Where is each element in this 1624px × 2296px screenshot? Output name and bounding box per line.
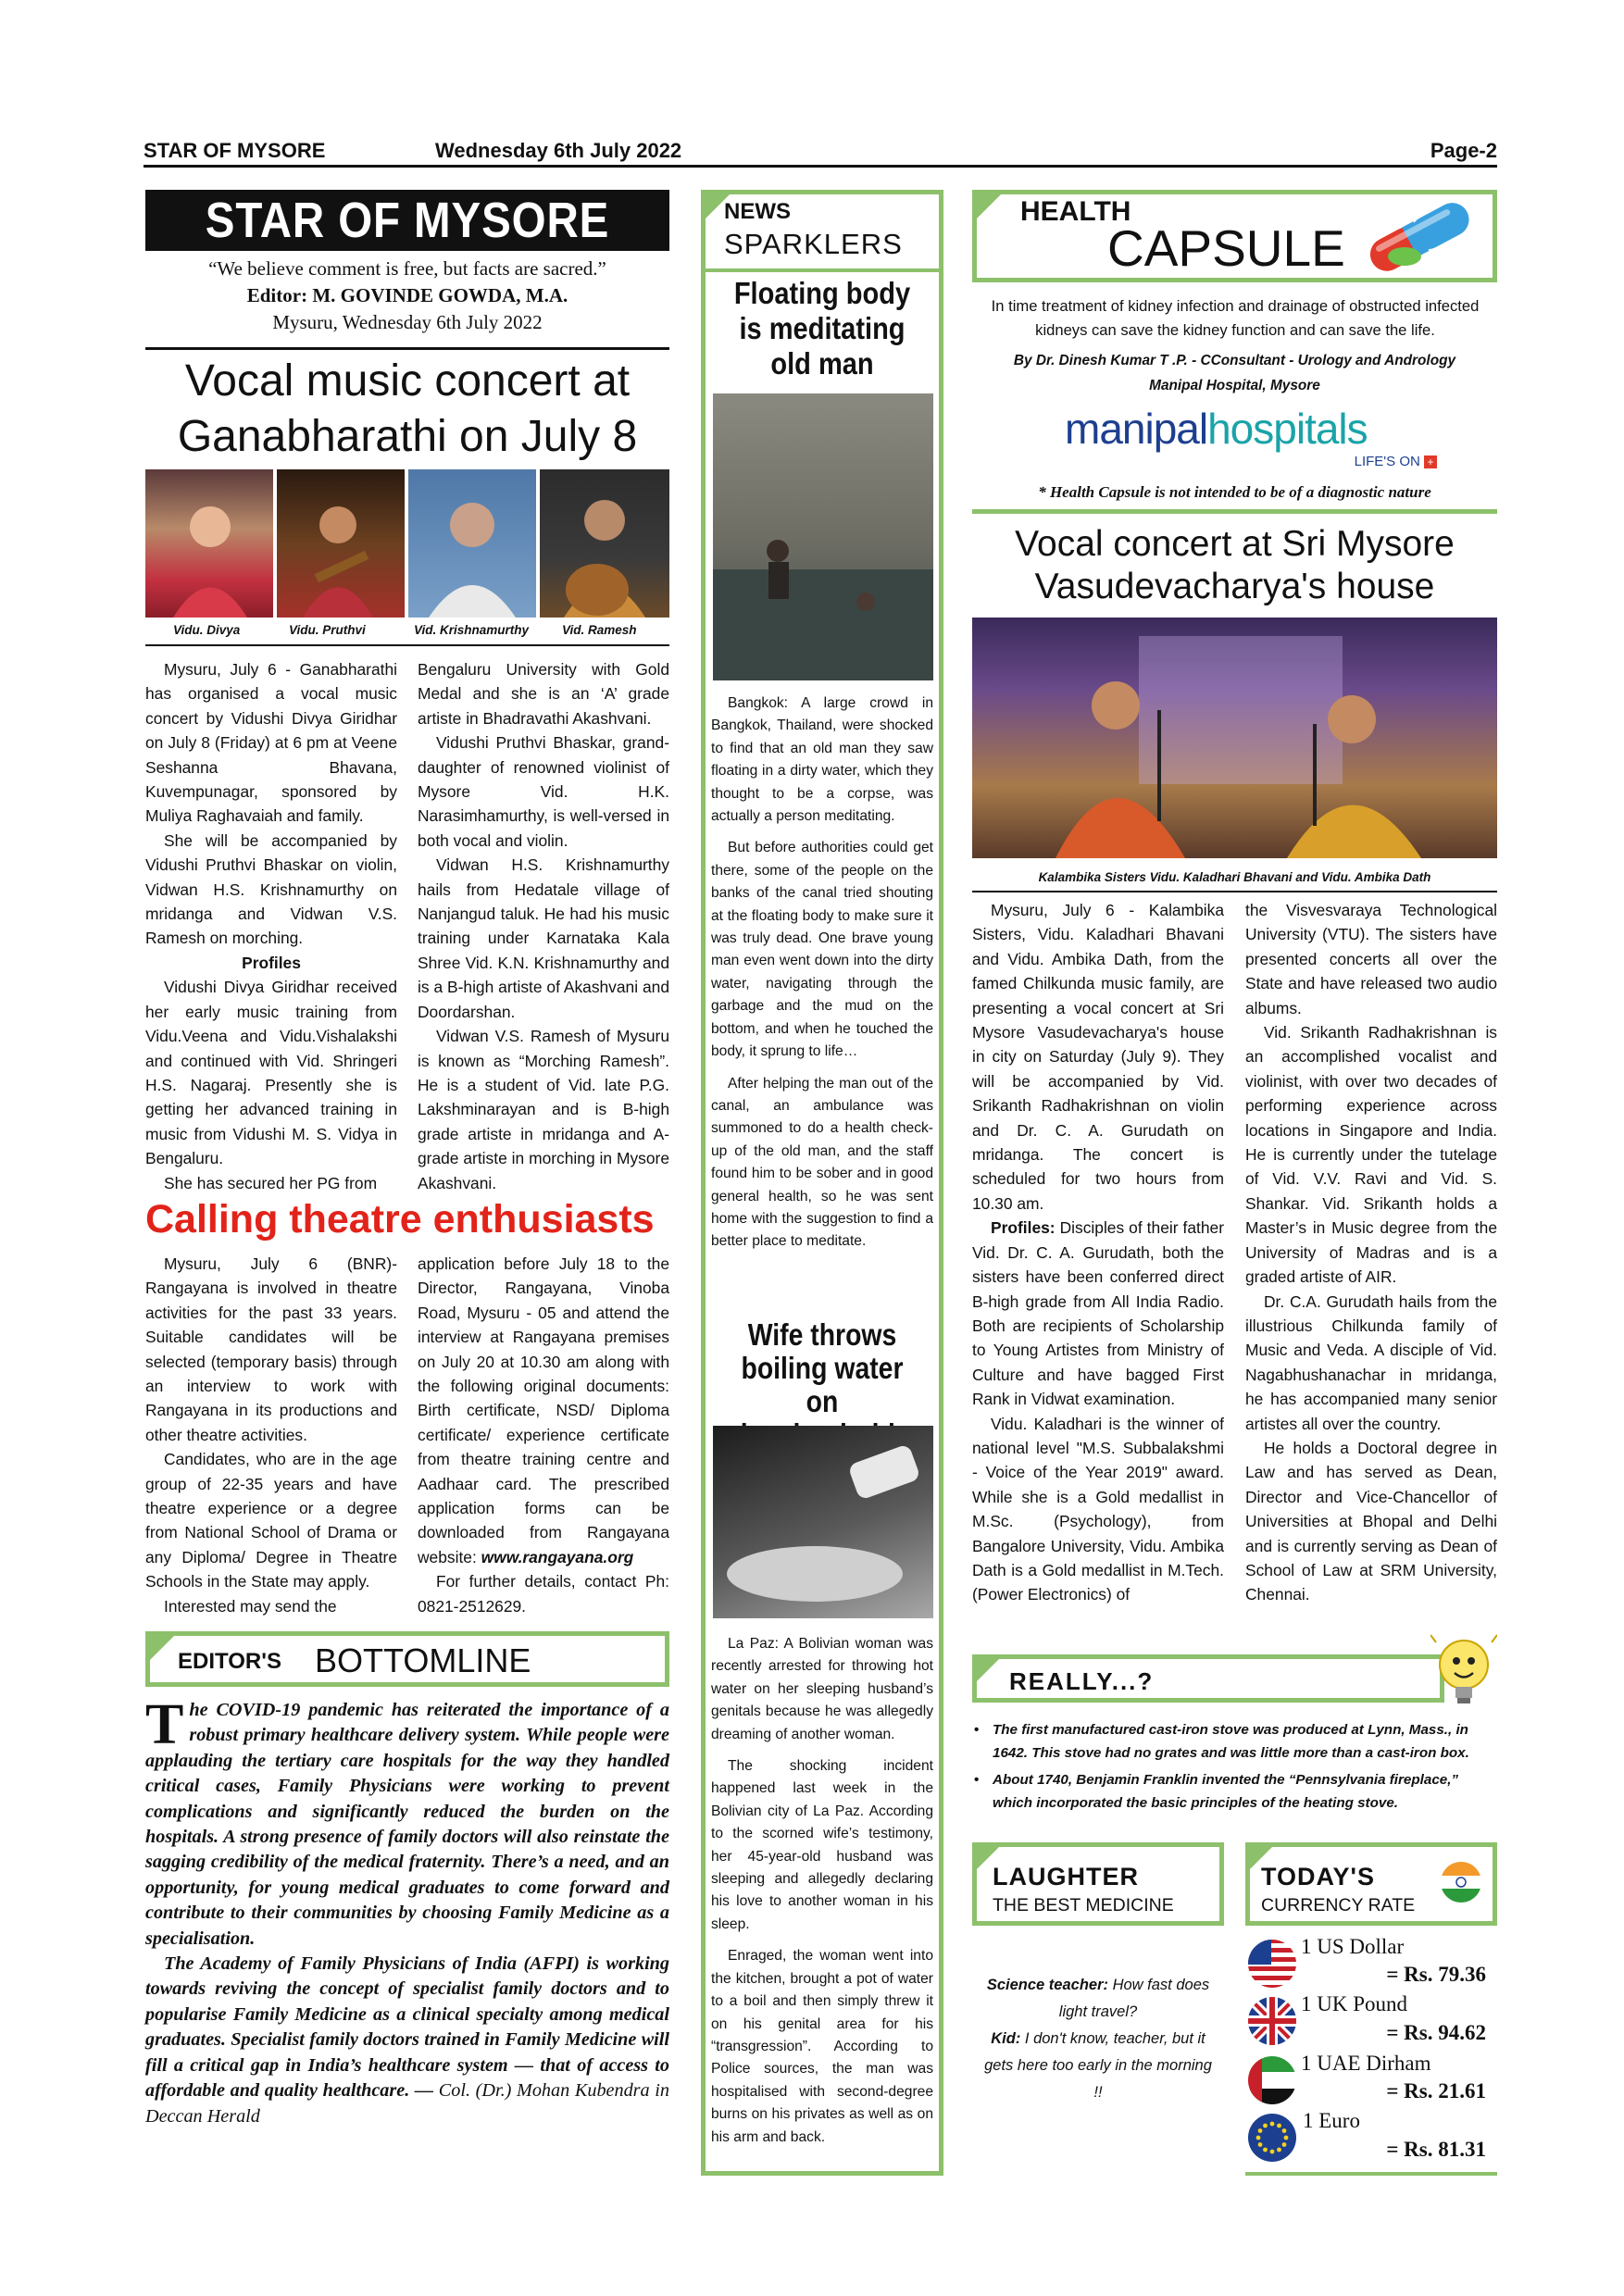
canal-man-icon xyxy=(713,393,933,680)
editors-bottomline-label xyxy=(145,1631,669,1687)
concert2-para: Vidu. Kaladhari is the winner of national level "M.S. Subbalakshmi - Voice of the Year 2019" award. While she is a Gold medallist in M.Sc. (Psychology), from Bangalore University, Vidu. Ambika Dath is a Gold medallist in M.Tech. (Power Electronics) of xyxy=(972,1414,1224,1604)
uae-flag-icon xyxy=(1247,2055,1297,2105)
concert1-column-2 xyxy=(418,657,669,1195)
currency-eur-rate: = Rs. 81.31 xyxy=(1386,2138,1486,2161)
story1-para: But before authorities could get there, some of the people on the banks of the canal tried shouting at the floating body to make sure it was truly dead. One brave young man even went down into the dirty water, navigating through the garbage and the mud on the bottom, and when he touched the body, it sprung to life… xyxy=(711,840,933,1060)
currency-bottom-rule xyxy=(1245,2172,1497,2176)
currency-aed-unit: 1 UAE Dirham xyxy=(1301,2052,1431,2075)
photo-pruthvi xyxy=(277,469,405,618)
usa-flag-icon xyxy=(1247,1939,1297,1989)
story2-title-line: boiling water on xyxy=(741,1351,904,1418)
laughter-joke xyxy=(981,1972,1215,2106)
health-bottom-rule xyxy=(972,509,1497,514)
header-rule xyxy=(144,165,1497,168)
photo-divya xyxy=(145,469,273,618)
story1-title-line: old man xyxy=(770,346,874,381)
header-page-number: Page-2 xyxy=(1430,139,1497,162)
really-list xyxy=(974,1718,1497,1815)
manipal-logo xyxy=(1065,404,1435,468)
editors-dropcap: T xyxy=(145,1693,184,1756)
story2-para: Enraged, the woman went into the kitchen, brought a pot of water to a boil and then simply threw it on his genital area for his “transgression”. According to Police sources, the man was hospitalised with second-degree burns on his privates as well as on his arm and back. xyxy=(711,1948,933,2145)
header-paper-name: STAR OF MYSORE xyxy=(144,139,326,162)
currency-usd-rate: = Rs. 79.36 xyxy=(1386,1963,1486,1986)
health-byline-1: By Dr. Dinesh Kumar T .P. - CConsultant - Urology and Andrology xyxy=(1013,353,1456,368)
concert2-para: the Visvesvaraya Technological University (VTU). The sisters have presented concerts all over the State and have released two audio albums. xyxy=(1245,901,1497,1017)
concert1-photo-strip xyxy=(145,469,669,618)
health-disclaimer: * Health Capsule is not intended to be of a diagnostic nature xyxy=(1038,483,1431,501)
joke-answer: I don't know, teacher, but it gets here too early in the morning !! xyxy=(984,2030,1212,2101)
theatre-headline: Calling theatre enthusiasts xyxy=(145,1197,655,1242)
masthead-logo-text: STAR OF MYSORE xyxy=(205,193,610,248)
concert2-column-2 xyxy=(1245,898,1497,1607)
caption-divya: Vidu. Divya xyxy=(173,623,241,637)
concert2-caption: Kalambika Sisters Vidu. Kaladhari Bhavani and Vidu. Ambika Dath xyxy=(1038,870,1431,884)
concert2-para: He holds a Doctoral degree in Law and has served as Dean, Director and Vice-Chancellor of Universities at Bhopal and Delhi and is currently serving as Dean of School of Law at SRM University, Chennai. xyxy=(1245,1438,1497,1604)
concert2-para: Mysuru, July 6 - Kalambika Sisters, Vidu. Kaladhari Bhavani and Vidu. Ambika Dath, from the famed Chilkunda music family, are presenting a vocal concert at Sri Mysore Vasudevacharya's house in city on Saturday (July 9). They will be accompanied by Vid. Srikanth Radhakrishnan on violin and Dr. C. A. Gurudath on mridanga. The concert is scheduled for two hours from 10.30 am. xyxy=(972,901,1224,1213)
uk-flag-icon xyxy=(1247,1996,1297,2046)
concert1-para: She will be accompanied by Vidushi Pruthvi Bhaskar on violin, Vidwan H.S. Krishnamurthy on mridanga and Vidwan V.S. Ramesh on morching. xyxy=(145,830,397,948)
theatre-para: Candidates, who are in the age group of 22-35 years and have theatre experience or a degree from National School of Drama or any Diploma/ Degree in Theatre Schools in the State may apply. xyxy=(145,1450,397,1591)
joke-question: How fast does light travel? xyxy=(1058,1977,1210,2020)
theatre-contact: For further details, contact Ph: 0821-2512629. xyxy=(418,1572,669,1616)
concert1-para: Vidushi Divya Giridhar received her early music training from Vidu.Veena and Vidu.Vishalakshi and continued with Vid. Shringeri H.S. Nagaraj. Presently she is getting her advanced training in music from Vidushi M. S. Vidya in Bengaluru. xyxy=(145,978,397,1168)
currency-rates xyxy=(1245,1935,1497,2172)
currency-gbp-rate: = Rs. 94.62 xyxy=(1386,2021,1486,2044)
news-label-rule xyxy=(706,268,939,272)
masthead-dateline: Mysuru, Wednesday 6th July 2022 xyxy=(272,311,543,333)
laughter-label-light: THE BEST MEDICINE xyxy=(993,1895,1174,1915)
manipal-logo-a: manipal xyxy=(1065,405,1208,453)
caption-ramesh: Vid. Ramesh xyxy=(562,623,637,637)
masthead-editor: Editor: M. GOVINDE GOWDA, M.A. xyxy=(246,284,568,306)
theatre-para: Mysuru, July 6 (BNR)- Rangayana is involved in theatre activities for the past 33 years. Suitable candidates will be selected (temporary basis) through an interview to work with Rangayana in its productions and other theatre activities. xyxy=(145,1254,397,1444)
story1-photo-canal xyxy=(713,393,933,680)
plus-cross-icon: + xyxy=(1424,455,1437,468)
joke-question-label: Science teacher: xyxy=(986,1977,1108,1993)
currency-label-light: CURRENCY RATE xyxy=(1261,1895,1416,1915)
theatre-column-1 xyxy=(145,1252,397,1618)
lightbulb-icon xyxy=(1430,1631,1497,1716)
theatre-column-2 xyxy=(418,1252,669,1618)
really-label xyxy=(972,1654,1444,1703)
concert2-profiles-label: Profiles: xyxy=(991,1218,1056,1238)
currency-eur-unit: 1 Euro xyxy=(1303,2109,1360,2132)
manipal-logo-tagline: LIFE'S ON xyxy=(1354,454,1420,469)
concert2-profiles-text: Disciples of their father Vid. Dr. C. A. Gurudath, both the sisters have been conferred direct B-high grade from All India Radio. Both are recipients of Scholarship to Young Artistes from Ministry of Culture and have bagged First Rank in Vidwat examination. xyxy=(972,1218,1224,1409)
masthead-motto: “We believe comment is free, but facts are sacred.” xyxy=(208,257,606,280)
story1-para: Bangkok: A large crowd in Bangkok, Thailand, were shocked to find that an old man they saw floating in a dirty water, which they thought to be a corpse, was actually a person meditating. xyxy=(711,695,933,825)
concert1-headline-line1: Vocal music concert at xyxy=(184,356,631,406)
concert2-headline-line2: Vasudevacharya's house xyxy=(1034,567,1435,606)
concert1-caption-rule xyxy=(145,644,669,646)
editors-credit: Col. (Dr.) Mohan Kubendra in Deccan Herald xyxy=(145,2080,670,2127)
laughter-label-bold: LAUGHTER xyxy=(993,1863,1139,1890)
india-flag-icon xyxy=(1440,1861,1482,1903)
story1-title-line: Floating body xyxy=(733,276,911,310)
editors-label-light: BOTTOMLINE xyxy=(315,1641,531,1679)
health-label-light: CAPSULE xyxy=(1107,219,1345,277)
masthead-logo xyxy=(145,190,669,251)
currency-aed-rate: = Rs. 21.61 xyxy=(1386,2079,1486,2103)
story1-title-line: is meditating xyxy=(739,311,906,345)
really-item-text: The first manufactured cast-iron stove was produced at Lynn, Mass., in 1642. This stove had no grates and was little more than a cast-iron box. xyxy=(993,1722,1469,1761)
story1-title xyxy=(706,276,939,381)
portrait-woman-icon xyxy=(145,469,273,618)
editors-para1: he COVID-19 pandemic has reiterated the importance of a robust primary healthcare delivery system. While people were applauding the tertiary care hospitals for the way they handled critical cases, Family Physicians were working to prevent complications and significantly reduced the burden on the hospitals. A strong presence of family doctors will also reinstate the sagging credibility of the medical fraternity. There’s a need, and an opportunity, for young medical graduates to come forward and contribute to their communities by choosing Family Medicine as a specialisation. xyxy=(145,1700,669,1949)
story1-para: After helping the man out of the canal, an ambulance was summoned to do a health check-up of the old man, and the staff found him to be sober and in good general health, so he was sent home with the suggestion to find a better place to meditate. xyxy=(711,1075,933,1250)
portrait-violinist-icon xyxy=(277,469,405,618)
story2-para: The shocking incident happened last week in the Bolivian city of La Paz. According to the scorned wife’s testimony, her 45-year-old husband was sleeping and allegedly declaring his love to another woman in his sleep. xyxy=(711,1758,933,1932)
caption-pruthvi: Vidu. Pruthvi xyxy=(289,623,366,637)
joke-answer-label: Kid: xyxy=(991,2030,1021,2047)
pot-pouring-icon xyxy=(713,1426,933,1618)
concert1-subhead-profiles: Profiles xyxy=(242,953,301,972)
portrait-morching-player-icon xyxy=(540,469,669,618)
concert2-headline-line1: Vocal concert at Sri Mysore xyxy=(1015,524,1455,564)
editors-bottomline-text xyxy=(145,1693,670,2129)
green-corner-icon xyxy=(150,1636,174,1660)
manipal-logo-b: hospitals xyxy=(1207,405,1368,453)
concert1-para: Vidwan V.S. Ramesh of Mysuru is known as “Morching Ramesh”. He is a student of Vid. late P.G. Lakshminarayan and is B-high grade artiste in mridanga and A-grade artiste in morching in Mysore Akashvani. xyxy=(418,1027,669,1192)
really-item-text: About 1740, Benjamin Franklin invented the “Pennsylvania fireplace,” which incorporated the basic principles of the heating stove. xyxy=(993,1772,1459,1811)
concert1-para: Bengaluru University with Gold Medal and she is an ‘A’ grade artiste in Bhadravathi Akashvani. xyxy=(418,660,669,728)
health-byline-2: Manipal Hospital, Mysore xyxy=(1149,378,1320,393)
rangayana-website-link[interactable]: www.rangayana.org xyxy=(481,1547,634,1566)
concert1-headline xyxy=(145,354,669,465)
story2-para: La Paz: A Bolivian woman was recently arrested for throwing hot water on her sleeping husband’s genitals because he was allegedly dreaming of another woman. xyxy=(711,1636,933,1742)
concert1-column-1 xyxy=(145,657,397,1195)
concert1-para: Vidwan H.S. Krishnamurthy hails from Hedatale village of Nanjangud taluk. He had his music training under Karnataka Kala Shree Vid. K.N. Krishnamurthy and is a B-high artiste of Akashvani and Doordarshan. xyxy=(418,855,669,1021)
concert1-captions xyxy=(145,623,669,642)
news-label-light: SPARKLERS xyxy=(724,228,903,260)
concert2-column-1 xyxy=(972,898,1224,1607)
news-label-bold: NEWS xyxy=(724,199,791,224)
concert1-headline-line2: Ganabharathi on July 8 xyxy=(177,412,638,461)
editors-label-bold: EDITOR'S xyxy=(178,1649,281,1674)
theatre-para: Interested may send the xyxy=(164,1596,337,1616)
page-header xyxy=(144,139,1497,167)
story2-title-line: Wife throws xyxy=(747,1317,897,1352)
singers-palace-icon xyxy=(972,618,1497,858)
green-corner-icon xyxy=(977,194,1001,218)
editors-para2: The Academy of Family Physicians of India (AFPI) is working towards reviving the concept of specialist family doctors and to popularise Family Medicine as a clinical specialty among medical graduates. Specialist family doctors trained in Family Medicine will fill a critical gap in India’s healthcare system — that of access to affordable and quality healthcare. — xyxy=(145,1953,669,2102)
header-date: Wednesday 6th July 2022 xyxy=(435,139,682,162)
capsule-pill-icon xyxy=(1356,199,1486,273)
currency-usd-unit: 1 US Dollar xyxy=(1301,1935,1405,1958)
currency-gbp-unit: 1 UK Pound xyxy=(1301,1992,1408,2015)
eu-flag-icon xyxy=(1247,2113,1297,2163)
photo-ramesh xyxy=(540,469,669,618)
health-label-bold: HEALTH xyxy=(1020,196,1131,227)
concert1-para: Vidushi Pruthvi Bhaskar, grand-daughter of renowned violinist of Mysore Vid. H.K. Narasimhamurthy, is well-versed in both vocal and violin. xyxy=(418,733,669,850)
really-item: • About 1740, Benjamin Franklin invented the “Pennsylvania fireplace,” which incorporated the basic principles of the heating stove. xyxy=(974,1772,1459,1811)
theatre-para: application before July 18 to the Director, Rangayana, Vinoba Road, Mysuru - 05 and attend the interview at Rangayana premises on July 20 at 10.30 am along with the following original documents: Birth certificate, NSD/ Diploma certificate/ experience certificate from theatre training centre and Aadhaar card. The prescribed application forms can be downloaded from Rangayana website: xyxy=(418,1254,669,1566)
story1-body xyxy=(711,693,933,1263)
concert2-caption-rule xyxy=(972,891,1497,892)
concert2-para: Vid. Srikanth Radhakrishnan is an accomplished vocalist and violinist, with over two decades of performing experience across locations in Singapore and India. He is currently under the tutelage of Vid. V.V. Ravi and Vid. S. Shankar. Vid. Srikanth holds a Master’s in Music degree from the University of Madras and is a graded artiste of AIR. xyxy=(1245,1023,1497,1287)
concert2-headline xyxy=(972,523,1497,608)
really-item: • The first manufactured cast-iron stove was produced at Lynn, Mass., in 1642. This stove had no grates and was little more than a cast-iron box. xyxy=(974,1722,1469,1761)
currency-label-bold: TODAY'S xyxy=(1261,1863,1375,1890)
green-corner-icon xyxy=(977,1659,999,1681)
concert1-para: She has secured her PG from xyxy=(164,1173,378,1192)
story2-body xyxy=(711,1633,933,2158)
concert2-photo-kalambika-sisters xyxy=(972,618,1497,858)
masthead-rule xyxy=(145,347,669,350)
really-label-text: REALLY...? xyxy=(1009,1667,1155,1695)
portrait-man-icon xyxy=(408,469,536,618)
story2-photo-boiling-water xyxy=(713,1426,933,1618)
photo-krishnamurthy xyxy=(408,469,536,618)
concert1-para: Mysuru, July 6 - Ganabharathi has organised a vocal music concert by Vidushi Divya Giridhar on July 8 (Friday) at 6 pm at Veene Seshanna Bhavana, Kuvempunagar, sponsored by Muliya Raghavaiah and family. xyxy=(145,660,397,826)
health-tip: In time treatment of kidney infection and drainage of obstructed infected kidneys can save the kidney function and can save the life. xyxy=(991,297,1480,339)
caption-krishnamurthy: Vid. Krishnamurthy xyxy=(414,623,530,637)
concert2-para: Dr. C.A. Gurudath hails from the illustrious Chilkunda family of Music and Veda. A disciple of Vid. Nagabhushanachar in mridanga, he has accompanied many senior artistes all over the country. xyxy=(1245,1292,1497,1433)
